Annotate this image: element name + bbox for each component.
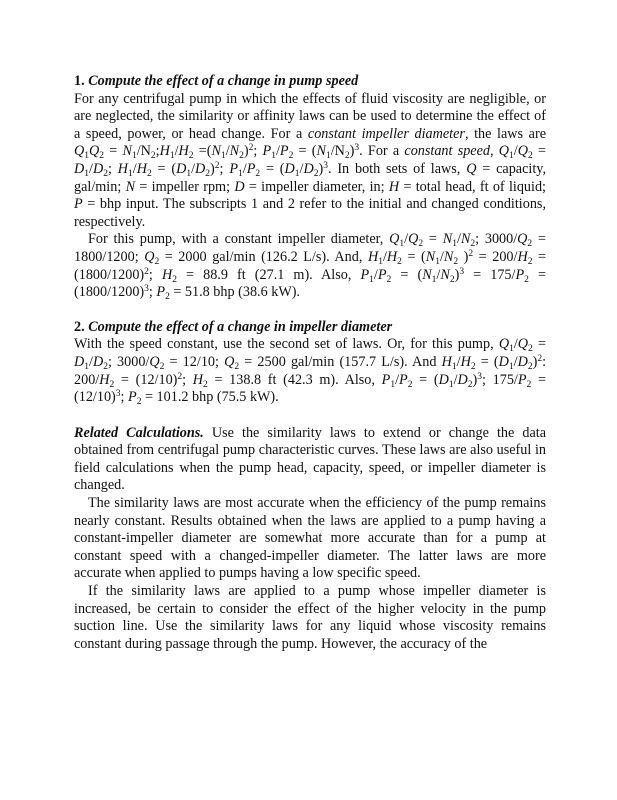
variable: N	[125, 178, 136, 195]
text-run: Use the similarity laws to extend or change the data obtained from centrifugal pump characteristic curves. These laws are also useful in field calculations when the pump head, capacity, speed, or impeller diameter is changed.	[74, 424, 546, 494]
formula: $P_1/P_2 = (N_1/N_2)^3$	[360, 266, 465, 285]
formula: $Q_2$	[224, 353, 240, 372]
text-run: : 200/	[74, 353, 547, 388]
text-run: = capacity, gal/min;	[74, 160, 547, 195]
text-run: = 2000 gal/min (126.2 L/s). And,	[159, 248, 368, 265]
section-2-heading	[74, 319, 546, 337]
document-page	[74, 73, 546, 653]
text-run: = bhp input. The subscripts 1 and 2 refer to the initial and changed conditions, respectively.	[74, 196, 546, 230]
text-run: . For a	[359, 143, 405, 160]
formula: $^2$; $H_2$	[177, 371, 208, 390]
text-run: = 175/	[464, 266, 516, 283]
formula: $H_1/H_2 = (N_1/N_2$ )$^2$	[367, 248, 474, 267]
section-2-paragraph-1	[74, 336, 546, 406]
text-run: For any centrifugal pump in which the effects of fluid viscosity are negligible, or are neglected, the similarity or affinity laws can be used to determine the effect of a speed, power, or head change. For a	[74, 90, 546, 142]
formula: $Q_2$	[144, 248, 160, 267]
text-run: = (12/10)	[74, 371, 546, 406]
formula: $Q_1Q_2$ = $N_1/N_2;H_1/H_2 =(N_1/N_2)^2$; $P_1/P_2 = (N_1/N_2)^3$	[74, 143, 360, 162]
text-run: = (1800/1200)	[74, 266, 546, 301]
formula: $^3$; $P_2$	[144, 284, 170, 303]
text-run: = impeller diameter, in;	[244, 178, 389, 195]
related-paragraph-1	[74, 425, 546, 495]
text-run: = (12/10)	[114, 371, 178, 388]
section-spacer	[74, 302, 546, 319]
section-1-paragraph-2	[74, 231, 546, 301]
emphasis: constant speed	[404, 143, 490, 160]
text-run: = 12/10;	[164, 353, 225, 370]
section-2-number: 2.	[74, 318, 85, 335]
formula: $P_1/P_2 = (D_1/D_2)^3$	[381, 371, 482, 390]
formula: $H_2$	[99, 371, 115, 390]
formula: $Q_2$	[149, 353, 165, 372]
formula: $^3$; $P_2$	[115, 389, 142, 408]
text-run: = 200/	[473, 248, 518, 265]
text-run: = (1800/1200)	[74, 248, 546, 283]
formula: $H_1/H_2 = (D_1/D_2)^2$	[441, 353, 543, 372]
formula: $P_2$	[517, 371, 532, 390]
text-run: = 138.8 ft (42.3 m). Also,	[207, 371, 382, 388]
section-2-title: Compute the effect of a change in impeller diameter	[88, 318, 393, 335]
text-run: For this pump, with a constant impeller diameter,	[88, 231, 390, 248]
section-1-title: Compute the effect of a change in pump speed	[88, 73, 359, 89]
formula: $Q_1/Q_2 = D_1/D_2$	[74, 336, 546, 372]
section-1-heading	[74, 73, 546, 91]
formula: $Q_1/Q_2 = N_1/N_2$; $3000/Q_2$	[389, 231, 533, 250]
text-run: = 1800/1200;	[74, 231, 546, 265]
related-calculations-label: Related Calculations.	[74, 424, 204, 441]
text-run: ; 175/	[482, 371, 518, 388]
section-1-paragraph-1	[74, 91, 546, 232]
text-run: With the speed constant, use the second set of laws. Or, for this pump,	[74, 336, 499, 353]
section-1-number: 1.	[74, 73, 85, 89]
text-run: , the laws are	[464, 125, 547, 142]
variable: Q	[466, 160, 477, 177]
text-run: = 51.8 bhp (38.6 kW).	[169, 284, 300, 301]
text-run: = impeller rpm;	[135, 178, 235, 195]
formula: $P_2$	[515, 266, 529, 285]
variable: H	[388, 178, 400, 195]
text-run: = 88.9 ft (27.1 m). Also,	[176, 266, 361, 283]
formula: $^2$; $H_2$	[144, 266, 177, 285]
text-run: = 2500 gal/min (157.7 L/s). And	[239, 353, 442, 370]
related-paragraph-3: If the similarity laws are applied to a pump whose impeller diameter is increased, be certain to consider the effect of the higher velocity in the pump suction line. Use the similarity laws for any liquid whose viscosity remains constant during passage through the pump. However, the accuracy of the	[74, 583, 546, 652]
emphasis: constant impeller diameter	[307, 125, 465, 142]
variable: P	[74, 196, 83, 213]
text-run: = total head, ft of liquid;	[399, 178, 546, 195]
variable: D	[234, 178, 245, 195]
formula: $H_2$	[517, 248, 533, 267]
section-spacer	[74, 407, 546, 425]
related-paragraph-2: The similarity laws are most accurate when the efficiency of the pump remains nearly constant. Results obtained when the laws are applied to a pump having a constant-impeller diameter are somewhat more accurate than for a pump at constant speed with a changed-impeller diameter. The latter laws are more accurate when applied to pumps having a low specific speed.	[74, 495, 546, 582]
text-run: . In both sets of laws,	[327, 160, 467, 177]
text-run: = 101.2 bhp (75.5 kW).	[141, 389, 279, 406]
text-run: ; 3000/	[107, 353, 150, 370]
formula: , $Q_1/Q_2 = D_1/D_2$; $H_1/H_2 = (D_1/D_2)^2$; $P_1/P_2 = (D_1/D_2)^3$	[74, 143, 546, 179]
